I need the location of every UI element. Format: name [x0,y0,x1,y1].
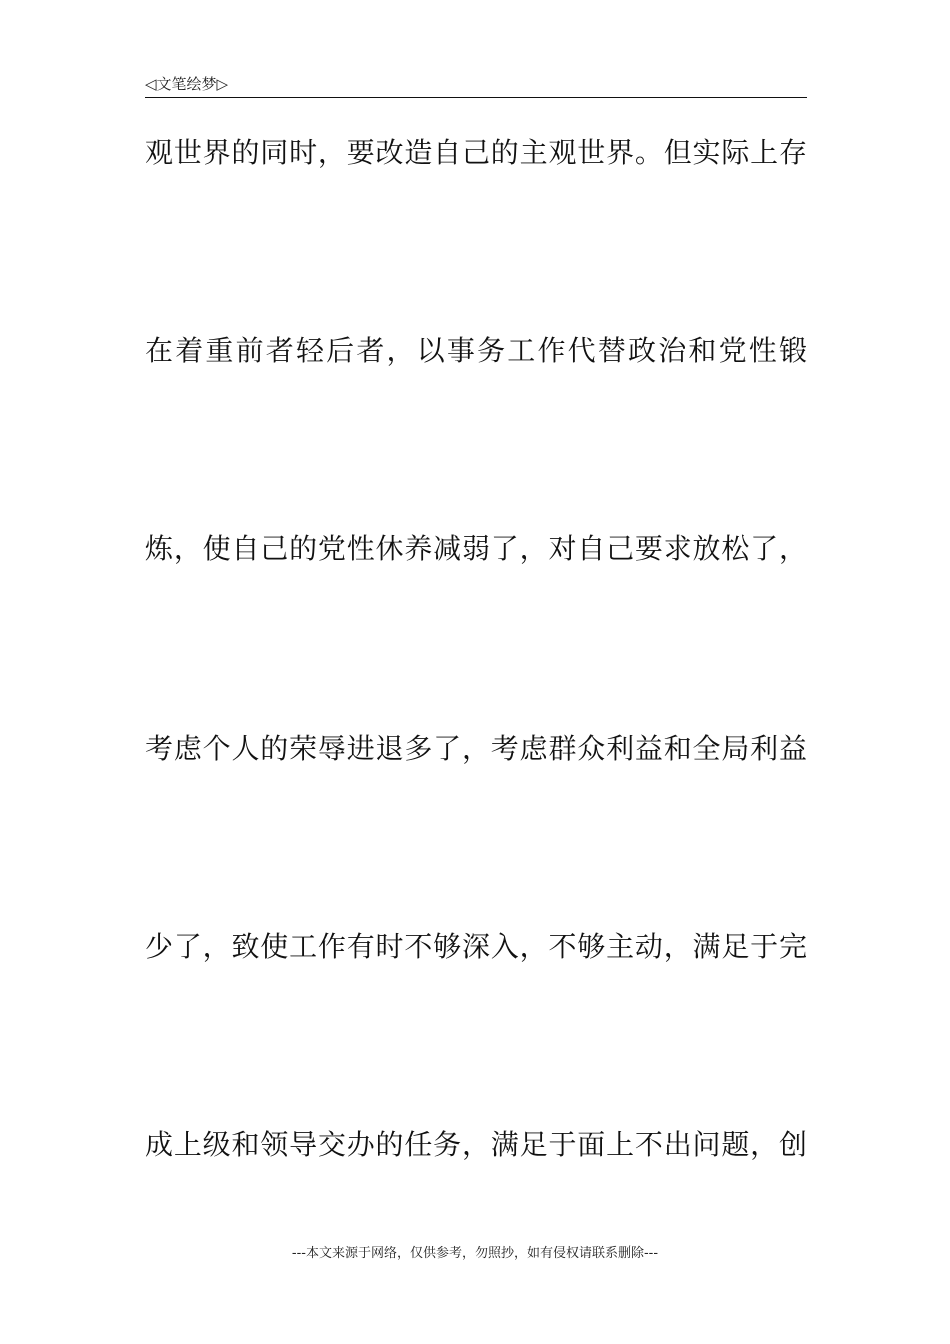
body-text-line: 在着重前者轻后者，以事务工作代替政治和党性锻 [145,334,807,367]
header-title: ◁文笔绘梦▷ [145,75,229,93]
footer-disclaimer: ---本文来源于网络，仅供参考，勿照抄，如有侵权请联系删除--- [291,1246,659,1261]
body-text-line: 少了，致使工作有时不够深入，不够主动，满足于完 [145,930,807,963]
body-text-line: 观世界的同时，要改造自己的主观世界。但实际上存 [145,136,807,169]
header-divider [145,97,807,98]
body-text-line: 成上级和领导交办的任务，满足于面上不出问题，创 [145,1128,807,1161]
body-text-line: 炼，使自己的党性休养减弱了，对自己要求放松了， [145,532,807,565]
body-text-line: 考虑个人的荣辱进退多了，考虑群众利益和全局利益 [145,732,807,765]
